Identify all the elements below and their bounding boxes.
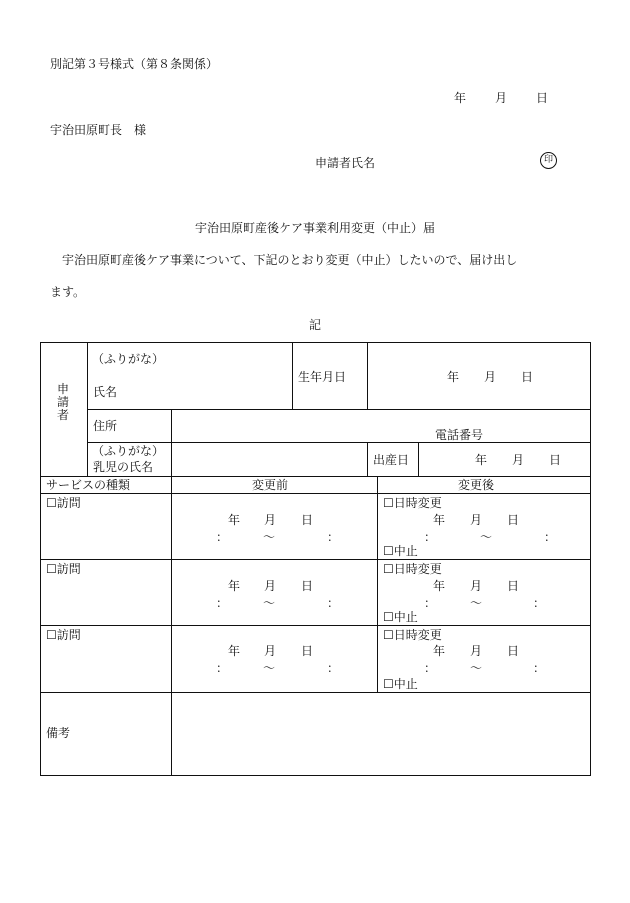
after-day: 日 xyxy=(507,513,520,527)
date-month: 月 xyxy=(495,91,508,105)
cancel-checkbox[interactable]: ☐中止 xyxy=(383,610,418,624)
before-month: 月 xyxy=(264,644,277,658)
after-month: 月 xyxy=(470,644,483,658)
birthdate-day: 日 xyxy=(521,370,534,384)
after-tilde: 〜 xyxy=(470,661,483,675)
before-month: 月 xyxy=(264,579,277,593)
before-month: 月 xyxy=(264,513,277,527)
before-tilde: 〜 xyxy=(263,661,276,675)
furigana-label: （ふりがな） xyxy=(92,352,165,366)
date-change-checkbox[interactable]: ☐日時変更 xyxy=(383,628,442,642)
document-title: 宇治田原町産後ケア事業利用変更（中止）届 xyxy=(195,221,436,235)
date-change-checkbox[interactable]: ☐日時変更 xyxy=(383,562,442,576)
after-year: 年 xyxy=(433,644,446,658)
before-year: 年 xyxy=(228,579,241,593)
after-header: 変更後 xyxy=(458,478,495,492)
applicant-name-label: 申請者氏名 xyxy=(315,156,376,170)
after-colon-start: ： xyxy=(424,530,437,544)
before-colon-start: ： xyxy=(216,596,229,610)
form-number: 別記第３号様式（第８条関係） xyxy=(50,57,219,71)
after-month: 月 xyxy=(470,513,483,527)
after-year: 年 xyxy=(433,513,446,527)
after-tilde: 〜 xyxy=(480,530,493,544)
infant-furigana-label: （ふりがな） xyxy=(92,444,165,458)
service-visit-checkbox[interactable]: ☐訪問 xyxy=(46,496,81,510)
birthdate-year: 年 xyxy=(447,370,460,384)
birth-day-year: 年 xyxy=(475,453,488,467)
name-label: 氏名 xyxy=(93,385,118,399)
birth-day-day: 日 xyxy=(549,453,562,467)
date-year: 年 xyxy=(454,91,467,105)
birth-day-month: 月 xyxy=(512,453,525,467)
address-label: 住所 xyxy=(93,419,118,433)
before-tilde: 〜 xyxy=(263,596,276,610)
birth-day-label: 出産日 xyxy=(373,453,410,467)
after-colon-end: ： xyxy=(533,596,546,610)
after-colon-end: ： xyxy=(544,530,557,544)
remarks-field[interactable] xyxy=(173,694,589,774)
before-header: 変更前 xyxy=(252,478,289,492)
date-change-checkbox[interactable]: ☐日時変更 xyxy=(383,496,442,510)
before-colon-end: ： xyxy=(327,596,340,610)
birthdate-label: 生年月日 xyxy=(298,370,347,384)
infant-name-label: 乳児の氏名 xyxy=(93,460,154,474)
service-visit-checkbox[interactable]: ☐訪問 xyxy=(46,628,81,642)
applicant-label: 申請者 xyxy=(57,382,70,422)
after-month: 月 xyxy=(470,579,483,593)
after-day: 日 xyxy=(507,644,520,658)
ki-heading: 記 xyxy=(309,318,322,332)
before-colon-start: ： xyxy=(216,661,229,675)
before-day: 日 xyxy=(301,644,314,658)
before-year: 年 xyxy=(228,513,241,527)
before-colon-end: ： xyxy=(327,661,340,675)
before-day: 日 xyxy=(301,513,314,527)
birthdate-month: 月 xyxy=(484,370,497,384)
after-colon-start: ： xyxy=(424,661,437,675)
after-year: 年 xyxy=(433,579,446,593)
service-visit-checkbox[interactable]: ☐訪問 xyxy=(46,562,81,576)
before-colon-start: ： xyxy=(216,530,229,544)
body-text-line2: ます。 xyxy=(50,285,86,299)
before-year: 年 xyxy=(228,644,241,658)
date-day: 日 xyxy=(536,91,549,105)
service-type-header: サービスの種類 xyxy=(46,478,131,492)
cancel-checkbox[interactable]: ☐中止 xyxy=(383,544,418,558)
addressee: 宇治田原町長 様 xyxy=(50,123,147,137)
after-day: 日 xyxy=(507,579,520,593)
before-colon-end: ： xyxy=(327,530,340,544)
before-tilde: 〜 xyxy=(263,530,276,544)
cancel-checkbox[interactable]: ☐中止 xyxy=(383,677,418,691)
phone-label: 電話番号 xyxy=(435,428,484,442)
seal-stamp: 印 xyxy=(540,152,557,169)
before-day: 日 xyxy=(301,579,314,593)
after-colon-end: ： xyxy=(533,661,546,675)
after-tilde: 〜 xyxy=(470,596,483,610)
after-colon-start: ： xyxy=(424,596,437,610)
remarks-label: 備考 xyxy=(46,726,71,740)
body-text-line1: 宇治田原町産後ケア事業について、下記のとおり変更（中止）したいので、届け出し xyxy=(62,253,518,267)
